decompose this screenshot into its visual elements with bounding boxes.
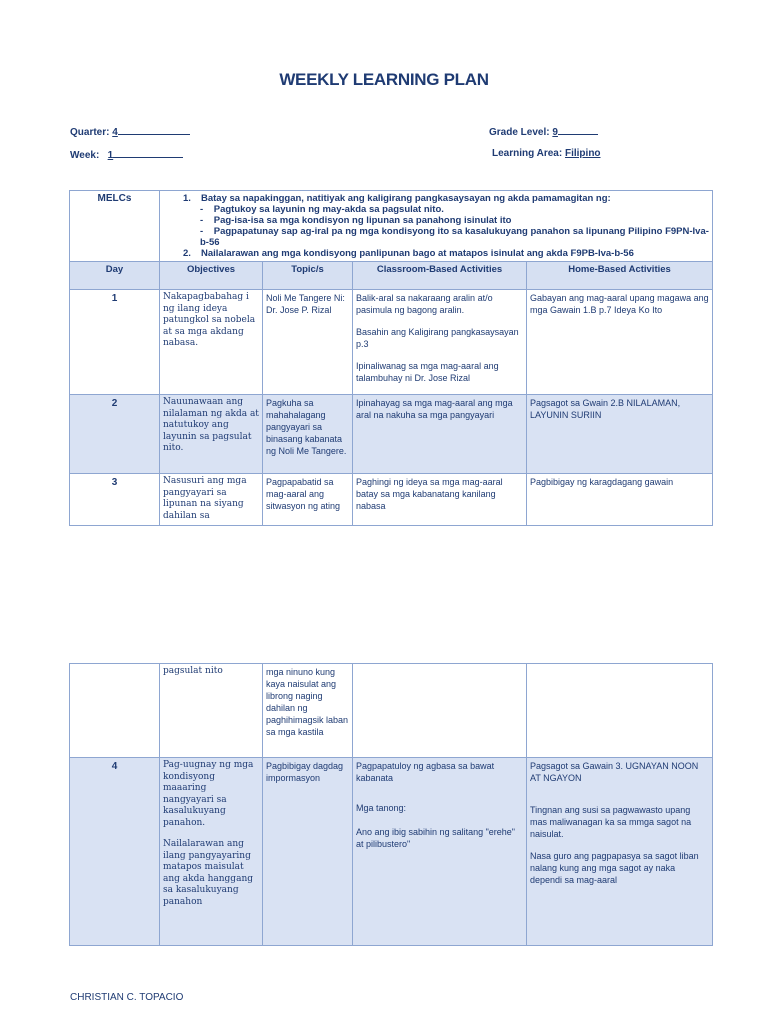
objective-text: Nailalarawan ang ilang pangyayaring matapos maisulat ang akda hanggang sa kasalukuyang panahon (163, 839, 253, 907)
day-cell: 2 (70, 395, 160, 474)
melcs-row (70, 191, 713, 262)
classroom-cell (353, 664, 527, 758)
melcs-label: MELCs (70, 191, 160, 262)
home-activity: Nasa guro ang pagpapasya sa sagot liban nalang kung ang mga sagot ay naka dependi sa mag-aaral (530, 851, 699, 885)
footer-author: CHRISTIAN C. TOPACIO (70, 992, 184, 1003)
learning-area-value: Filipino (564, 148, 601, 159)
quarter-label: Quarter: (70, 127, 110, 138)
grade-level-value: 9 (552, 127, 558, 138)
melc-item-2-number: 2. (183, 248, 191, 259)
home-cell (527, 758, 713, 946)
header-objectives: Objectives (160, 262, 263, 290)
melc-item-1-text: Batay sa napakinggan, natitiyak ang kaligirang pangkasaysayan ng akda pamamagitan ng: (201, 193, 611, 204)
topics-cell: mga ninuno kung kaya naisulat ang librong naging dahilan ng paghihimagsik laban sa mga kastila (263, 664, 353, 758)
header-topics: Topic/s (263, 262, 353, 290)
topics-cell: Pagpapabatid sa mag-aaral ang sitwasyon ng ating (263, 474, 353, 526)
page-title: WEEKLY LEARNING PLAN (279, 70, 489, 89)
melc-item-1 (163, 193, 709, 204)
table-row (70, 474, 713, 526)
melc-sub-1: - Pagtukoy sa layunin ng may-akda sa pagsulat nito. (200, 204, 444, 215)
classroom-activity: Balik-aral sa nakaraang aralin at/o pasimula ng bagong aralin. (356, 293, 493, 315)
classroom-cell: Ipinahayag sa mga mag-aaral ang mga aral na nakuha sa mga pangyayari (353, 395, 527, 474)
header-home: Home-Based Activities (527, 262, 713, 290)
table-row (70, 758, 713, 946)
grade-level-field (489, 125, 598, 138)
quarter-underline (118, 125, 190, 135)
table-row (70, 664, 713, 758)
objectives-cell: pagsulat nito (160, 664, 263, 758)
week-underline (113, 148, 183, 158)
day-cell: 3 (70, 474, 160, 526)
home-cell (527, 664, 713, 758)
classroom-activity: Mga tanong: (356, 803, 407, 813)
home-cell: Pagsagot sa Gwain 2.B NILALAMAN, LAYUNIN SURIIN (527, 395, 713, 474)
home-cell: Gabayan ang mag-aaral upang magawa ang mga Gawain 1.B p.7 Ideya Ko Ito (527, 290, 713, 395)
classroom-activity: Ipinaliwanag sa mga mag-aaral ang talambuhay ni Dr. Jose Rizal (356, 361, 499, 383)
day-cell-empty (70, 664, 160, 758)
topics-cell: Pagbibigay dagdag impormasyon (263, 758, 353, 946)
classroom-activity: Basahin ang Kaligirang pangkasaysayan p.3 (356, 327, 519, 349)
day-cell: 1 (70, 290, 160, 395)
melc-sub-3-text: Pagpapatunay sap ag-iral pa ng mga kondisyong ito sa kasalukuyang panahon sa lipunang Pilipino F9PN-Iva-b-56 (200, 226, 709, 248)
quarter-field (70, 125, 190, 138)
melc-sub-1-text: Pagtukoy sa layunin ng may-akda sa pagsulat nito. (213, 204, 444, 215)
week-value: 1 (107, 150, 114, 161)
topics-cell: Pagkuha sa mahahalagang pangyayari sa binasang kabanata ng Noli Me Tangere. (263, 395, 353, 474)
melcs-content (160, 191, 713, 262)
classroom-cell (353, 758, 527, 946)
table-row (70, 395, 713, 474)
header-classroom: Classroom-Based Activities (353, 262, 527, 290)
grade-level-underline (558, 125, 598, 135)
melc-item-2 (163, 248, 709, 259)
classroom-cell (353, 290, 527, 395)
table-row (70, 290, 713, 395)
classroom-cell: Paghingi ng ideya sa mga mag-aaral batay sa mga kabanatang kanilang nabasa (353, 474, 527, 526)
melc-sub-3: - Pagpapatunay sap ag-iral pa ng mga kondisyong ito sa kasalukuyang panahon sa lipunang Pilipino F9PN-Iva-b-56 (200, 226, 709, 248)
week-field (70, 148, 183, 161)
melc-sub-2: - Pag-isa-isa sa mga kondisyon ng lipunan sa panahong isinulat ito (200, 215, 512, 226)
melc-item-1-number: 1. (183, 193, 191, 204)
classroom-activity: Ano ang ibig sabihin ng salitang "erehe" at pilibustero" (356, 827, 516, 849)
learning-area-field (492, 148, 601, 159)
home-activity: Pagsagot sa Gawain 3. UGNAYAN NOON AT NGAYON (530, 761, 699, 783)
week-label: Week: (70, 150, 100, 161)
melcs-list (163, 193, 709, 259)
learning-plan-table-continued (69, 663, 713, 946)
quarter-value: 4 (112, 127, 118, 138)
home-activity: Tingnan ang susi sa pagwawasto upang mas maliwanagan ka sa mmga sagot na naisulat. (530, 805, 692, 839)
day-cell: 4 (70, 758, 160, 946)
header-row (70, 262, 713, 290)
learning-plan-table (69, 190, 713, 526)
header-day: Day (70, 262, 160, 290)
objectives-cell (160, 758, 263, 946)
home-cell: Pagbibigay ng karagdagang gawain (527, 474, 713, 526)
grade-level-label: Grade Level: (489, 127, 550, 138)
objectives-cell: Nauunawaan ang nilalaman ng akda at natutukoy ang layunin sa pagsulat nito. (160, 395, 263, 474)
topics-cell: Noli Me Tangere Ni: Dr. Jose P. Rizal (263, 290, 353, 395)
classroom-activity: Pagpapatuloy ng agbasa sa bawat kabanata (356, 761, 495, 783)
melc-sub-2-text: Pag-isa-isa sa mga kondisyon ng lipunan sa panahong isinulat ito (213, 215, 512, 226)
melc-item-2-text: Nailalarawan ang mga kondisyong panlipunan bago at matapos isinulat ang akda F9PB-Iva-b-56 (201, 248, 634, 259)
learning-area-label: Learning Area: (492, 148, 563, 159)
objectives-cell: Nasusuri ang mga pangyayari sa lipunan na siyang dahilan sa (160, 474, 263, 526)
objective-text: Pag-uugnay ng mga kondisyong maaaring nangyayari sa kasalukuyang panahon. (163, 760, 254, 828)
objectives-cell: Nakapagbabahag i ng ilang ideya patungkol sa nobela at sa mga akdang nabasa. (160, 290, 263, 395)
